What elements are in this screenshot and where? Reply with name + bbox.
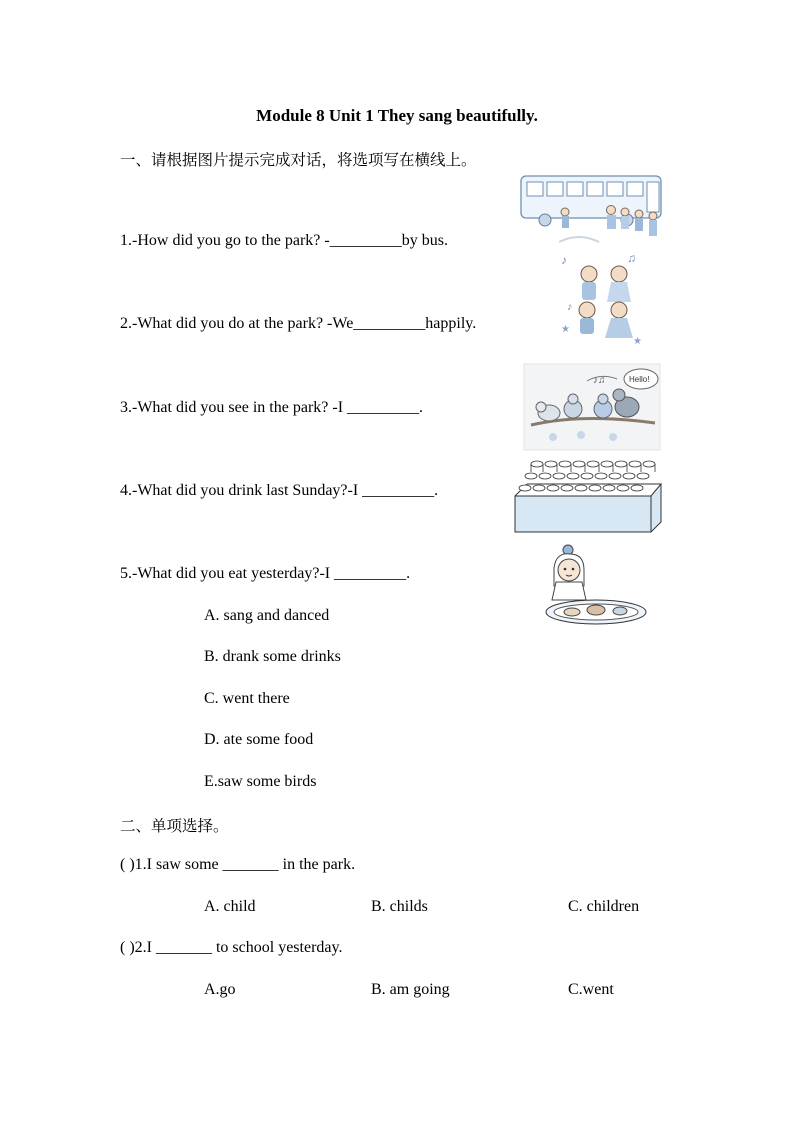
bird-speech-bubble: Hello! <box>629 375 650 384</box>
option-d: D. ate some food <box>204 731 314 748</box>
question-1: 1.-How did you go to the park? -_________by bus. <box>120 232 448 249</box>
mc-question-2: ( )2.I _______ to school yesterday. <box>120 939 343 956</box>
option-a: A. sang and danced <box>204 607 330 624</box>
bus-picture <box>519 172 665 254</box>
svg-text:♫: ♫ <box>627 251 636 265</box>
question-5: 5.-What did you eat yesterday?-I _________. <box>120 565 411 582</box>
page-title: Module 8 Unit 1 They sang beautifully. <box>256 106 538 125</box>
question-2: 2.-What did you do at the park? -We_________happily. <box>120 315 477 332</box>
option-e: E.saw some birds <box>204 773 317 790</box>
birds-picture <box>523 363 661 451</box>
question-4: 4.-What did you drink last Sunday?-I _________. <box>120 482 439 499</box>
svg-text:★: ★ <box>561 324 570 335</box>
dancing-children-picture <box>555 248 647 348</box>
svg-text:♪♫: ♪♫ <box>593 375 606 386</box>
svg-text:★: ★ <box>633 336 642 347</box>
mc1-choice-b: B. childs <box>371 898 428 915</box>
section1-heading: 一、请根据图片提示完成对话，将选项写在横线上。 <box>120 151 477 169</box>
mc1-choice-c: C. children <box>568 898 640 915</box>
mc-question-1: ( )1.I saw some _______ in the park. <box>120 856 356 873</box>
drinks-box-picture <box>513 456 663 534</box>
svg-text:♪: ♪ <box>561 253 567 267</box>
option-c: C. went there <box>204 690 290 707</box>
section2-heading: 二、单项选择。 <box>120 817 229 835</box>
question-3: 3.-What did you see in the park? -I _________. <box>120 399 424 416</box>
girl-eating-picture <box>542 540 648 630</box>
option-b: B. drank some drinks <box>204 648 341 665</box>
mc2-choice-b: B. am going <box>371 981 450 998</box>
mc2-choice-a: A.go <box>204 981 236 998</box>
mc2-choice-c: C.went <box>568 981 614 998</box>
mc1-choice-a: A. child <box>204 898 256 915</box>
svg-text:♪: ♪ <box>567 301 573 313</box>
